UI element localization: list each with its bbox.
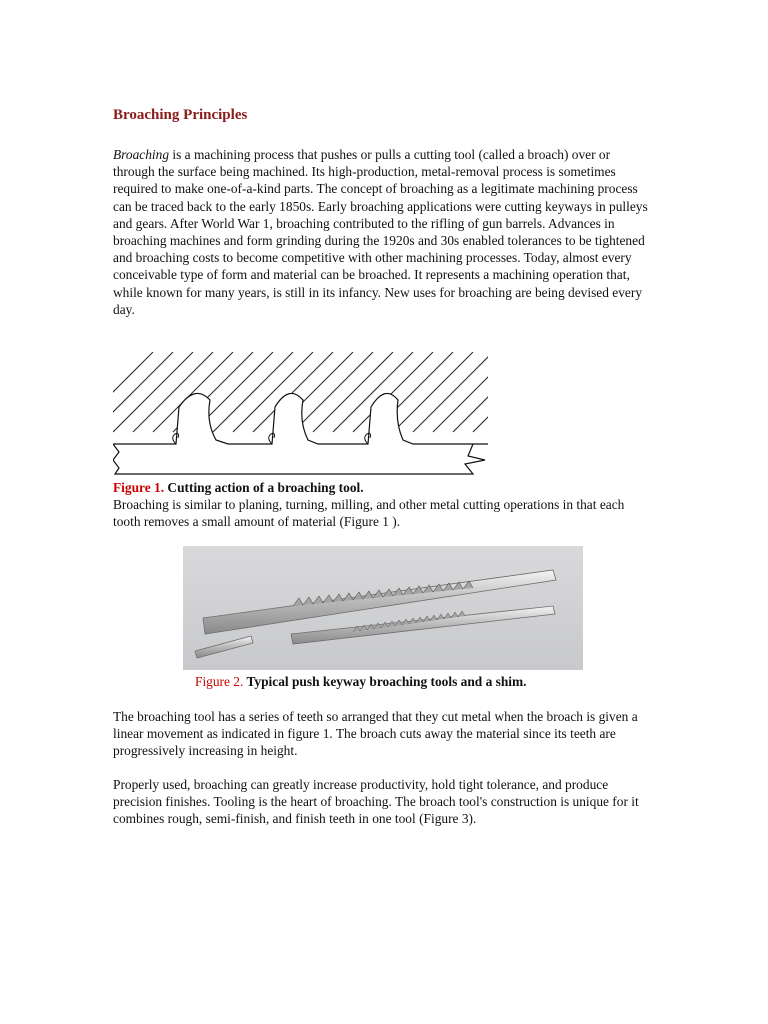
photo-background <box>183 546 583 670</box>
page-title: Broaching Principles <box>113 107 248 123</box>
figure1-caption <box>113 479 364 496</box>
broaching-cutting-diagram <box>113 352 488 477</box>
tool-hatching <box>113 352 488 432</box>
figure2-caption-text: Typical push keyway broaching tools and a shim. <box>243 674 527 689</box>
intro-term: Broaching <box>113 147 170 162</box>
broaching-tools-photo <box>183 546 583 670</box>
figure2-caption <box>195 673 527 690</box>
workpiece-outline <box>113 444 485 474</box>
paragraph-2: Broaching is similar to planing, turning, milling, and other metal cutting operations in that each tooth removes a small amount of material (Figure 1 ). <box>113 497 625 530</box>
figure2-label: Figure 2. <box>195 674 244 689</box>
paragraph-4: Properly used, broaching can greatly increase productivity, hold tight tolerance, and produce precision finishes. Tooling is the heart of broaching. The broach tool's construction is unique for it combines rough, semi-finish, and finish teeth in one tool (Figure 3). <box>113 777 639 827</box>
figure1-caption-text: Cutting action of a broaching tool. <box>164 480 364 495</box>
paragraph-3: The broaching tool has a series of teeth so arranged that they cut metal when the broach is given a linear movement as indicated in figure 1. The broach cuts away the material since its teeth are progressively increasing in height. <box>113 709 638 759</box>
intro-text: is a machining process that pushes or pulls a cutting tool (called a broach) over or through the surface being machined. Its high-production, metal-removal process is sometimes required to make one-of-a-kind parts. The concept of broaching as a legitimate machining process can be traced back to the early 1850s. Early broaching applications were cutting keyways in pulleys and gears. After World War 1, broaching contributed to the rifling of gun barrels. Advances in broaching machines and form grinding during the 1920s and 30s enabled tolerances to be tightened and broaching costs to become competitive with other machining processes. Today, almost every conceivable type of form and material can be broached. It represents a machining operation that, while known for many years, is still in its infancy. New uses for broaching are being devised every day. <box>113 147 648 317</box>
intro-paragraph <box>113 146 648 318</box>
figure1-label: Figure 1. <box>113 480 165 495</box>
tool-outline <box>113 393 488 444</box>
